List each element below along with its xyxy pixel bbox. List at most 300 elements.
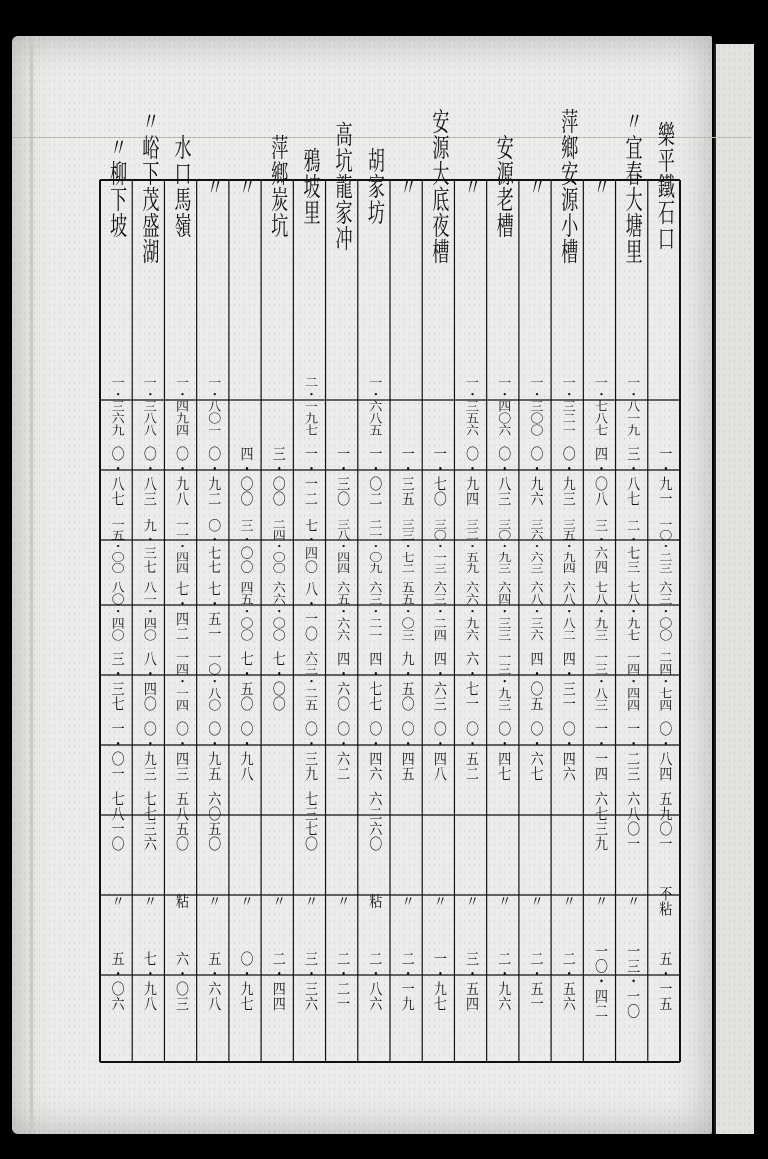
table-cell-place (332, 121, 353, 251)
cell-text: 〇・三九 (301, 721, 317, 773)
table-cell-d (656, 581, 672, 646)
cell-text: 三三・七二 (398, 518, 414, 584)
cell-text: 九・五〇 (398, 651, 414, 703)
table-cell-b (495, 446, 511, 506)
cell-text: 四・三一 (559, 651, 575, 703)
table-cell-a (140, 376, 157, 441)
cell-text: 〇・九五 (205, 721, 221, 773)
table-cell-c (624, 519, 640, 574)
table-cell-i (495, 951, 511, 1013)
table-cell-a (173, 376, 189, 441)
cell-text: 〇・五二 (463, 721, 479, 773)
cell-text: 四五・〇〇 (237, 581, 253, 646)
cell-text: 一三・八三 (591, 651, 607, 716)
table-cell-f (624, 721, 640, 781)
cell-text: 四・六三 (430, 651, 446, 703)
table-cell-c (592, 519, 608, 576)
cell-text: 〃 (205, 893, 221, 907)
cell-text: 二・四四 (269, 951, 285, 1003)
table-cell-h (592, 894, 607, 909)
cell-text: 六三・二五 (301, 651, 317, 716)
cell-text: 〃 (430, 893, 446, 907)
cell-text: 一三・九三 (495, 651, 511, 716)
cell-text: 六八・三六 (527, 581, 543, 646)
table-cell-f (302, 721, 318, 782)
cell-text: 一・九七 (430, 951, 446, 1003)
cell-text: 一・〇二 (366, 446, 382, 498)
table-cell-a (463, 376, 479, 441)
cell-text: 五五・〇三 (398, 581, 414, 646)
table-cell-h (302, 894, 317, 909)
cell-text: 一・六八五 (366, 376, 382, 441)
table-cell-b (238, 446, 254, 507)
cell-text: 六三・〇〇 (656, 581, 672, 646)
cell-text: 二四・〇〇 (269, 518, 285, 584)
table-cell-c (527, 518, 544, 584)
cell-text: 〃 (140, 893, 156, 907)
table-cell-g (205, 791, 221, 852)
cell-text: 三八・四四 (334, 518, 350, 584)
table-cell-c (108, 518, 125, 584)
cell-text: 六八〇一 (624, 791, 640, 843)
cell-text: 一・三二一 (559, 376, 575, 441)
table-cell-c (430, 518, 447, 584)
cell-text: 五・〇六 (108, 951, 124, 1003)
cell-text: 一・〇一 (108, 721, 124, 773)
cell-text: 二・一九七 (301, 376, 317, 441)
table-cell-place (461, 173, 481, 199)
table-cell-f (109, 721, 125, 781)
table-cell-i (205, 951, 221, 1012)
table-cell-b (302, 446, 318, 506)
cell-text: 七三七〇 (301, 791, 317, 843)
cell-text: 一一・四四 (173, 518, 189, 584)
cell-text: 二・二一 (334, 951, 350, 1003)
table-cell-place (267, 132, 288, 238)
cell-text: 六〇五〇 (205, 791, 221, 843)
cell-text: 一五・〇〇 (108, 518, 124, 584)
cell-text: 〇・八四 (656, 721, 672, 773)
cell-text: 〇・八三 (495, 446, 511, 498)
table-cell-c (656, 518, 672, 584)
table-cell-e (528, 651, 544, 711)
cell-text: 六六・九六 (463, 581, 479, 646)
cell-text: 一・三八八 (140, 376, 156, 441)
table-cell-place (493, 134, 514, 238)
table-cell-a (301, 376, 318, 441)
cell-text: 〃 (591, 893, 607, 907)
table-cell-b (528, 446, 544, 508)
cell-text: 〇・四三 (173, 721, 189, 773)
cell-text: 二四・七四 (656, 651, 672, 716)
cell-text: 〃 (269, 893, 285, 907)
cell-text: 一〇・二三 (656, 518, 672, 584)
table-cell-place (138, 108, 159, 264)
cell-text: 二・八六 (366, 951, 382, 1003)
cell-text: 三・〇〇 (269, 446, 285, 498)
table-cell-i (334, 951, 350, 1011)
table-cell-h (109, 894, 124, 909)
table-cell-h (560, 894, 575, 909)
table-cell-b (592, 446, 608, 507)
cell-text: 四・七七 (366, 651, 382, 703)
cell-text: 萍鄉安源小槽 (557, 108, 578, 210)
table-cell-e (141, 651, 157, 712)
cell-text: 四・六〇 (334, 651, 350, 703)
table-cell-g (141, 791, 157, 853)
cell-text: 六六・〇〇 (269, 581, 285, 646)
cell-text: 〇・八七 (108, 446, 124, 498)
cell-text: 三・三七 (108, 651, 124, 703)
cell-text: 八・一〇 (301, 581, 317, 633)
cell-text: 四・〇八 (591, 446, 607, 498)
table-cell-e (495, 651, 511, 716)
table-cell-c (463, 518, 479, 584)
table-cell-i (238, 951, 254, 1011)
table-cell-d (366, 581, 382, 646)
cell-text: 〇・九八 (237, 721, 253, 773)
table-cell-f (141, 721, 157, 781)
table-cell-place (557, 106, 578, 264)
cell-text: 一〇・四二 (591, 943, 607, 1009)
cell-text: 三・六四 (591, 518, 607, 571)
table-cell-b (366, 446, 382, 506)
table-cell-c (334, 518, 350, 584)
table-cell-d (430, 581, 447, 646)
cell-text: 〇・四六 (559, 721, 575, 773)
table-cell-g (302, 791, 318, 852)
table-cell-f (399, 721, 415, 781)
table-cell-c (495, 518, 511, 584)
cell-text: 安源老槽 (492, 134, 513, 202)
cell-text: 五八五〇 (173, 791, 189, 843)
cell-text: 一三・一〇 (624, 943, 640, 1009)
table-cell-a (591, 376, 608, 441)
table-cell-g (366, 791, 382, 852)
table-cell-f (173, 721, 189, 781)
cell-text: 二・九六 (495, 951, 511, 1003)
cell-text: 三・八七 (624, 446, 640, 498)
cell-text: 〇・四六 (366, 721, 382, 773)
cell-text: 粘 (173, 893, 189, 907)
cell-text: 一・四九四 (173, 376, 189, 441)
cell-text: 〃 (460, 173, 481, 190)
table-cell-e (301, 651, 318, 716)
table-cell-e (270, 651, 286, 712)
cell-text: 七・九八 (140, 951, 156, 1003)
table-cell-i (141, 951, 157, 1012)
table-cell-e (238, 651, 254, 712)
table-cell-e (399, 650, 415, 711)
cell-text: 〇・四八 (430, 721, 446, 773)
cell-text: 一・一四 (591, 721, 607, 773)
table-cell-d (334, 581, 350, 646)
table-cell-i (399, 951, 415, 1012)
cell-text: 粘 (366, 893, 382, 907)
cell-text: 二・七三 (624, 518, 640, 571)
cell-text: 〇・七七 (205, 518, 221, 571)
cell-text: 三・〇〇 (237, 518, 253, 571)
cell-text: 〇・六七 (527, 721, 543, 773)
cell-text: 〃 (235, 173, 255, 190)
table-cell-a (495, 376, 511, 441)
table-cell-i (431, 951, 447, 1011)
cell-text: 一四・四四 (624, 651, 640, 716)
cell-text: 一四・一四 (173, 651, 189, 716)
table-cell-b (205, 446, 221, 506)
table-cell-h (270, 894, 285, 909)
cell-text: 一・三〇 (334, 446, 350, 498)
table-cell-f (592, 721, 608, 783)
table-cell-f (528, 721, 544, 781)
cell-text: 三五・九四 (559, 518, 575, 584)
cell-text: 〃 (463, 893, 479, 907)
table-cell-d (591, 581, 608, 646)
table-cell-a (366, 376, 382, 441)
cell-text: 〇・九七 (237, 951, 253, 1003)
cell-text: 四・〇五 (527, 651, 543, 703)
table-cell-f (431, 721, 447, 782)
cell-text: 七・五〇 (237, 651, 253, 703)
cell-text: 一・七〇 (430, 446, 446, 498)
table-cell-d (205, 581, 221, 641)
table-cell-b (141, 446, 157, 506)
table-cell-d (527, 581, 544, 646)
table-cell-d (237, 581, 254, 646)
cell-text: 八〇・四〇 (108, 581, 124, 646)
table-cell-c (141, 518, 157, 574)
table-cell-b (431, 446, 447, 507)
cell-text: 七八・九三 (591, 581, 607, 646)
table-cell-f (238, 721, 254, 782)
cell-text: 八一・四〇 (140, 581, 156, 646)
cell-text: 三六・六三 (527, 518, 543, 584)
table-cell-f (495, 721, 511, 781)
table-cell-h (528, 894, 543, 909)
table-cell-h (495, 894, 510, 909)
cell-text: 〇・九三 (140, 721, 156, 773)
table-cell-d (495, 581, 511, 646)
cell-text: 九・三七 (140, 518, 156, 571)
cell-text: 六三・二一 (366, 581, 382, 646)
cell-text: 〃 (398, 893, 414, 907)
table-cell-c (398, 518, 415, 584)
table-cell-e (656, 651, 672, 716)
table-cell-h (624, 894, 639, 909)
table-cell-d (108, 581, 125, 646)
table-cell-f (205, 721, 221, 781)
cell-text: 六五・六六 (334, 581, 350, 646)
cell-text: 〇・九八 (173, 446, 189, 498)
cell-text: 七八一〇 (108, 791, 124, 843)
cell-text: 五・六八 (205, 951, 221, 1003)
table-cell-a (527, 376, 544, 441)
table-cell-e (463, 651, 479, 711)
table-cell-f (463, 721, 479, 781)
cell-text: 二・五一 (527, 951, 543, 1003)
cell-text: 〃 (495, 893, 511, 907)
table-cell-e (173, 651, 189, 716)
table-cell-i (528, 951, 544, 1011)
table-cell-b (109, 446, 125, 506)
cell-text: 不粘 (656, 886, 672, 912)
table-cell-c (302, 519, 318, 574)
cell-text: 〃 (525, 173, 545, 190)
table-cell-i (109, 951, 125, 1013)
cell-text: 高坑龍家冲 (331, 121, 352, 206)
cell-text: 〇・八三 (140, 446, 156, 498)
table-cell-g (109, 791, 125, 852)
table-cell-place (654, 121, 675, 251)
table-cell-g (592, 791, 608, 852)
cell-text: 六・七一 (463, 651, 479, 703)
table-cell-place (589, 173, 609, 199)
cell-text: 七七三六 (140, 791, 156, 843)
cell-text: 〃 (589, 173, 610, 190)
cell-text: 〃峪下茂盛湖 (138, 108, 159, 210)
cell-text: 六三・二四 (430, 581, 446, 646)
table-cell-b (560, 446, 576, 506)
cell-text: 七・四〇 (301, 518, 317, 571)
table-cell-d (173, 581, 189, 641)
table-cell-e (560, 651, 576, 711)
table-cell-c (205, 519, 221, 574)
table-cell-h (431, 894, 446, 909)
table-cell-d (398, 581, 415, 646)
table-cell-f (366, 721, 382, 783)
table-cell-e (624, 651, 640, 716)
table-cell-place (525, 173, 545, 199)
table-cell-f (560, 721, 576, 783)
cell-text: 一・一二 (301, 446, 317, 498)
cell-text: 〃 (237, 893, 253, 907)
cell-text: 三〇・一三 (430, 518, 446, 584)
table-cell-c (269, 518, 286, 584)
table-cell-place (364, 147, 385, 225)
table-cell-a (205, 376, 221, 441)
table-cell-h (656, 886, 672, 918)
table-cell-h (238, 894, 253, 909)
table-cell-h (205, 894, 220, 909)
table-cell-d (302, 581, 318, 642)
cell-text: 〃柳下坡 (106, 134, 127, 202)
table-cell-g (173, 791, 189, 852)
cell-text: 〃宜春大塘里 (621, 108, 642, 210)
cell-text: 七八・九七 (624, 581, 640, 646)
cell-text: 一・三〇〇 (527, 376, 543, 441)
table-cell-e (431, 651, 447, 711)
cell-text: 〇・四五 (398, 721, 414, 773)
table-cell-a (108, 376, 125, 441)
table-cell-a (624, 376, 640, 441)
cell-text: 鴉坡里 (299, 147, 320, 198)
cell-text: 八・四〇 (140, 651, 156, 703)
cell-text: 〃 (559, 893, 575, 907)
table-cell-b (334, 446, 350, 507)
cell-text: 〇・九四 (463, 446, 479, 498)
cell-text: 一・二三 (624, 721, 640, 773)
cell-text: 〃 (301, 893, 317, 907)
table-cell-g (656, 791, 672, 851)
table-cell-h (141, 894, 156, 909)
cell-text: 一・九一 (656, 446, 672, 498)
table-cell-b (463, 446, 479, 508)
table-cell-i (270, 951, 286, 1013)
table-cell-i (463, 951, 479, 1013)
table-cell-i (366, 951, 382, 1013)
cell-text: 〇・九六 (527, 446, 543, 498)
cell-text: 二一・〇九 (366, 518, 382, 584)
cell-text: 〃 (396, 173, 417, 190)
table-cell-b (624, 446, 640, 506)
cell-text: 三・五四 (463, 951, 479, 1003)
table-cell-d (463, 581, 479, 646)
table-cell-h (173, 893, 189, 910)
table-cell-place (299, 147, 320, 225)
table-cell-b (399, 446, 415, 506)
table-cell-g (624, 791, 640, 851)
table-cell-e (334, 651, 350, 712)
cell-text: 七・〇〇 (269, 651, 285, 703)
cell-text: 五・一五 (656, 951, 672, 1003)
table-cell-c (559, 518, 576, 584)
cell-text: 六二六〇 (366, 791, 382, 843)
table-cell-h (366, 893, 382, 910)
cell-text: 六八・八二 (559, 581, 575, 646)
table-cell-c (366, 518, 382, 584)
cell-text: 萍鄉炭坑 (267, 134, 288, 202)
cell-text: 〇・四七 (495, 721, 511, 773)
table-cell-f (334, 721, 350, 781)
cell-text: 胡家坊 (363, 147, 384, 198)
table-cell-place (396, 173, 416, 199)
cell-text: 三二・五九 (463, 518, 479, 584)
cell-text: 七・四二 (173, 581, 189, 633)
table-cell-i (302, 951, 318, 1013)
table-cell-place (428, 108, 449, 264)
table-cell-e (205, 651, 221, 716)
cell-text: 一・七八七 (591, 376, 607, 441)
table-cell-place (171, 134, 192, 240)
cell-text: 五九〇一 (656, 791, 672, 843)
cell-text: 〇・九二 (205, 446, 221, 498)
table-cell-d (140, 581, 157, 646)
cell-text: 一・三五 (398, 446, 414, 498)
table-cell-i (560, 951, 576, 1013)
table-cell-i (173, 951, 189, 1011)
table-cell-h (334, 894, 349, 909)
table-cell-e (591, 651, 608, 716)
cell-text: 一・四〇六 (495, 376, 511, 441)
cell-text: 三〇・九三 (495, 518, 511, 584)
cell-text: 一〇・八〇 (205, 651, 221, 716)
table-cell-c (173, 518, 189, 584)
table-cell-h (399, 894, 414, 909)
cell-text: 〇・九三 (559, 446, 575, 498)
cell-text: 七・五一 (205, 581, 221, 633)
table-cell-place (203, 173, 223, 199)
table-cell-d (624, 581, 640, 646)
table-cell-place (622, 108, 643, 264)
cell-text: 〃 (202, 173, 223, 190)
cell-text: 安源大底夜槽 (428, 108, 449, 210)
cell-text: 一・八一九 (624, 376, 640, 441)
cell-text: 〃 (527, 893, 543, 907)
cell-text: 〃 (108, 893, 124, 907)
cell-text: 二・一九 (398, 951, 414, 1003)
table-cell-b (173, 446, 189, 507)
table-cell-place (106, 134, 127, 238)
